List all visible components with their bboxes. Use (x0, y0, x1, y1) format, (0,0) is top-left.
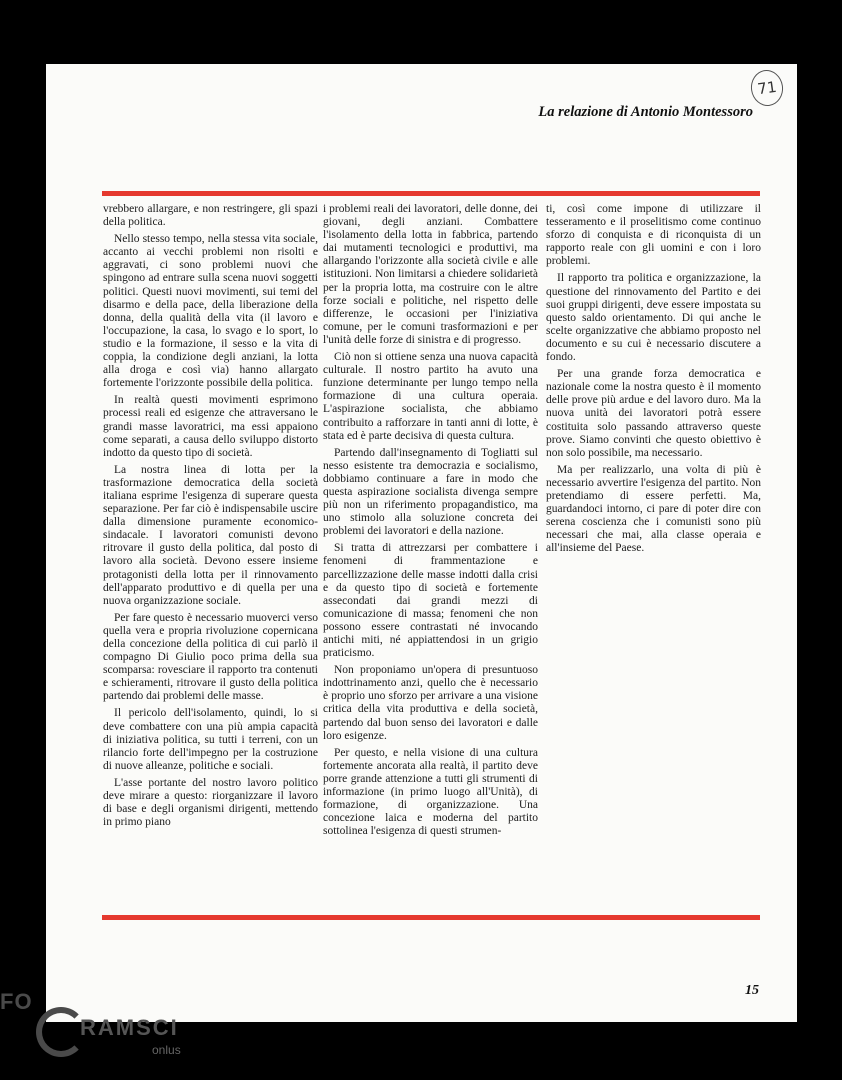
handwritten-page-number: 71 (749, 68, 786, 108)
paragraph: Ma per realizzarlo, una volta di più è necessario avvertire l'esigenza del partito. Non pretendiamo di essere perfetti. Ma, guardandoci intorno, ci pare di poter dire con serena coscienza che i comunisti sono più necessari che mai, alla classe operaia e all'insieme del Paese. (546, 463, 761, 555)
watermark-logo (0, 985, 260, 1080)
text-column-3 (546, 203, 761, 911)
paragraph: ti, così come impone di utilizzare il tesseramento e il proselitismo come continuo sforzo di conquista e di riconquista di un rapporto reale con gli uomini e con i loro problemi. (546, 203, 761, 268)
running-header: La relazione di Antonio Montessoro (538, 104, 753, 120)
paragraph: L'asse portante del nostro lavoro politico deve mirare a questo: riorganizzare il lavoro di base e degli organismi dirigenti, mettendo in primo piano (103, 776, 318, 829)
paragraph: In realtà questi movimenti esprimono processi reali ed esigenze che attraversano le grandi masse lavoratrici, ma essi appaiono come separati, a causa dello sviluppo distorto indotto da questo tipo di società. (103, 394, 318, 459)
paragraph: i problemi reali dei lavoratori, delle donne, dei giovani, degli anziani. Combattere l'isolamento della lotta in fabbrica, partendo dai mutamenti tecnologici e produttivi, ma allargando l'orizzonte alla società civile e alle istituzioni. Non limitarsi a chiedere solidarietà per la propria lotta, ma costruire con le altre forze sociali e politiche, nel rispetto delle differenze, le occasioni per l'iniziativa comune, per le comuni trasformazioni e per l'unità delle forze di sinistra e di progresso. (323, 203, 538, 346)
logo-text-onlus: onlus (152, 1043, 181, 1057)
paragraph: La nostra linea di lotta per la trasformazione democratica della società italiana esprime l'esigenza di superare questa separazione. Per far ciò è indispensabile uscire dalla dimensione puramente economico-sindacale. I lavoratori comunisti devono ritrovare il gusto della politica, dal posto di lavoro alla società. Devono essere insieme protagonisti della lotta per il rinnovamento dell'apparato produttivo e di quella per una nuova organizzazione sociale. (103, 463, 318, 607)
paragraph: Per fare questo è necessario muoverci verso quella vera e propria rivoluzione copernicana della concezione della politica di cui parlò il compagno Di Giulio poco prima della sua scomparsa: rovesciare il rapporto tra contenuti e schieramenti, ritrovare il gusto della politica partendo dai problemi delle masse. (103, 611, 318, 703)
text-column-1 (103, 203, 318, 911)
paragraph: Partendo dall'insegnamento di Togliatti sul nesso esistente tra democrazia e socialismo, dobbiamo continuare a fare in modo che questa aspirazione socialista divenga sempre più non un riferimento propagandistico, ma uno stimolo alla soluzione concreta dei problemi dei lavoratori e della nazione. (323, 446, 538, 538)
bottom-red-rule (102, 915, 760, 920)
paragraph: Il pericolo dell'isolamento, quindi, lo si deve combattere con una più ampia capacità di iniziativa politica, su tutti i terreni, con un rilancio forte dell'impegno per la costruzione di nuove alleanze, politiche e sociali. (103, 707, 318, 772)
paragraph: Nello stesso tempo, nella stessa vita sociale, accanto ai vecchi problemi non risolti e aggravati, ci sono problemi nuovi che spingono ad entrare sulla scena nuovi soggetti politici. Questi nuovi movimenti, sui temi del disarmo e della pace, della liberazione della donna, della qualità della vita (il lavoro e l'occupazione, la casa, lo svago e lo sport, lo studio e la formazione, il sesso e la vita di coppia, la condizione degli anziani, la lotta alla droga e così via) hanno allargato fortemente l'orizzonte possibile della politica. (103, 233, 318, 390)
paragraph: vrebbero allargare, e non restringere, gli spazi della politica. (103, 203, 318, 229)
paragraph: Ciò non si ottiene senza una nuova capacità culturale. Il nostro partito ha avuto una funzione determinante per lungo tempo nella formazione di una cultura operaia. L'aspirazione socialista, che abbiamo contribuito a rafforzare in tanti anni di lotte, è stata ed è parte decisiva di questa cultura. (323, 351, 538, 442)
paragraph: Non proponiamo un'opera di presuntuoso indottrinamento anzi, quello che è necessario è proprio uno sforzo per arrivare a una visione critica della vita produttiva e della società, partendo dal buon senso dei lavoratori e dalle loro esigenze. (323, 664, 538, 742)
paragraph: Per una grande forza democratica e nazionale come la nostra questo è il momento delle prove più ardue e del lavoro duro. Ma la nuova unità dei lavoratori potrà essere costituita solo passando attraverso queste prove. Siamo convinti che questo obiettivo è non solo possibile, ma necessario. (546, 368, 761, 459)
paragraph: Per questo, e nella visione di una cultura fortemente ancorata alla realtà, il partito deve porre grande attenzione a tutti gli strumenti di informazione (in primo luogo all'Unità), di formazione, di organizzazione. Una concezione laica e moderna del partito sottolinea l'esigenza di questi strumen- (323, 746, 538, 838)
page-number: 15 (745, 983, 759, 998)
top-red-rule (102, 191, 760, 196)
document-page (46, 64, 797, 1022)
logo-text-gramsci: RAMSCI (80, 1015, 179, 1040)
logo-g-icon (36, 1007, 86, 1057)
logo-text-fo: FO (0, 989, 33, 1014)
text-column-2 (323, 203, 538, 911)
paragraph: Si tratta di attrezzarsi per combattere i fenomeni di frammentazione e parcellizzazione delle masse indotti dalla crisi e da questo tipo di società e fortemente assecondati dai grandi mezzi di comunicazione di massa; fenomeni che non possono essere contrastati né invocando antichi miti, né appiattendosi in un grigio praticismo. (323, 542, 538, 660)
paragraph: Il rapporto tra politica e organizzazione, la questione del rinnovamento del Partito e dei suoi gruppi dirigenti, deve essere impostata su questo saldo orientamento. Di qui anche le scelte organizzative che abbiamo proposto nel documento e su cui è necessario discutere a fondo. (546, 272, 761, 364)
